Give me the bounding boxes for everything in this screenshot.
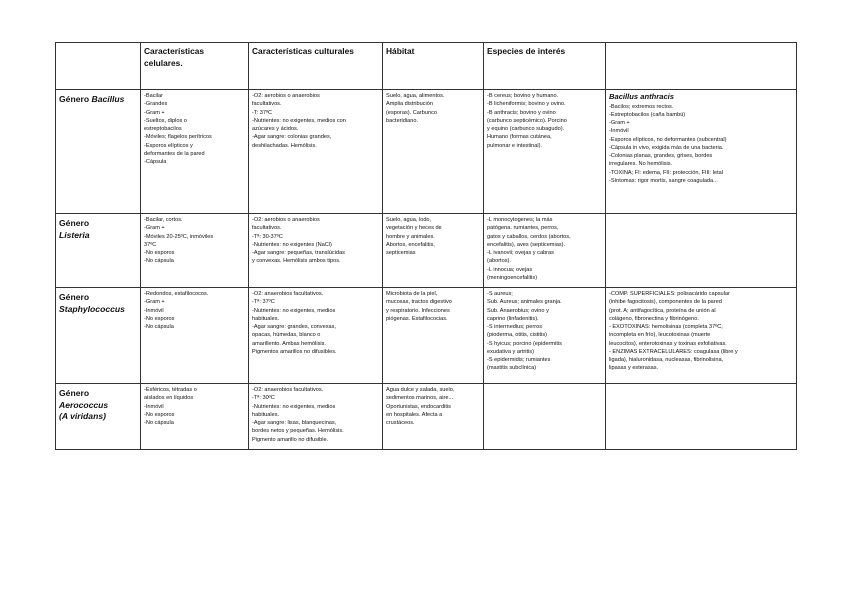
column-header: Características celulares.: [141, 43, 249, 90]
cell-line: opacas, húmedas, blanco o: [252, 332, 321, 339]
cell-line: -No cápsula: [144, 258, 174, 265]
cell-line: -Inmóvil: [144, 403, 164, 410]
cell-line: estreptobacilos: [144, 126, 182, 133]
table-cell: [249, 90, 383, 214]
cell-line: (esporas). Carbunco: [386, 109, 437, 116]
cell-line: Amplia distribución: [386, 101, 433, 108]
cell-line: facultativos.: [252, 225, 282, 232]
cell-line: -Móviles 20-25ºC, inmóviles: [144, 233, 214, 240]
cell-line: (carbunco septicémico). Porcino: [487, 117, 567, 124]
genus-name-part: Listeria: [59, 229, 90, 240]
cell-line: mucosas, tractos digestivo: [386, 299, 452, 306]
cell-line: -Grandes: [144, 101, 168, 108]
cell-line: -Bacilar, cortos.: [144, 217, 183, 223]
cell-line: -B licheniformis; bovino y ovino.: [487, 101, 566, 108]
comparison-table: [55, 42, 797, 450]
table-cell: [606, 214, 797, 288]
table-row: [56, 214, 797, 288]
cell-line: sedimentos marinos, aire...: [386, 395, 454, 402]
table-row: [56, 384, 797, 450]
table-cell: [606, 90, 797, 214]
table-cell: [141, 90, 249, 214]
cell-line: -O2: aerobios o anaerobios: [252, 217, 320, 223]
genus-name-part: Género: [59, 292, 90, 302]
cell-line: -COMP. SUPERFICIALES: polisacárido capsular: [609, 291, 730, 297]
cell-line: -Esféricos, tétradas o: [144, 387, 197, 393]
cell-line: -Tª: 30ºC: [252, 395, 275, 402]
cell-line: -Redondos, estafilococos.: [144, 291, 209, 297]
header-row: [56, 43, 797, 90]
cell-line: -Tª: 30-37ºC: [252, 233, 283, 240]
cell-line: -Cápsula: [144, 159, 167, 166]
genus-name-part: Aerococcus: [59, 399, 109, 410]
cell-line: -L innocua; ovejas: [487, 266, 533, 273]
cell-line: y convexas. Hemólisis ambos tipos.: [252, 258, 341, 265]
cell-line: -Inmóvil: [609, 128, 629, 135]
genus-name-part: (A viridans): [59, 411, 106, 422]
cell-line: -Agar sangre: pequeñas, translúcidas: [252, 250, 345, 257]
cell-line: - EXOTOXINAS: hemolisinas (completa 37ºC,: [609, 324, 723, 331]
cell-line: -No esporos: [144, 250, 175, 257]
cell-line: y equino (carbunco subagudo).: [487, 126, 565, 133]
cell-line: Pigmento amarillo no difusible.: [252, 436, 329, 443]
cell-line: -Nutrientes: no exigentes, medios: [252, 403, 336, 410]
cell-line: hombre y animales.: [386, 233, 435, 240]
cell-line: -T: 37ºC: [252, 109, 273, 116]
cell-line: -No esporos: [144, 411, 175, 418]
cell-line: -L monocytogenes; la más: [487, 217, 553, 223]
cell-line: (inhibe fagocitosis), componentes de la pared: [609, 299, 722, 306]
cell-line: bordes netos y pequeñas. Hemólisis.: [252, 428, 344, 435]
cell-line: Sub. Aureus; animales granja.: [487, 299, 562, 306]
genus-name-part: Género: [59, 218, 90, 228]
cell-line: Oportunistas, endocarditis: [386, 403, 451, 410]
cell-line: Abortos, encefalitis,: [386, 241, 435, 248]
cell-line: -No cápsula: [144, 324, 174, 331]
genus-name-part: Género: [59, 388, 90, 398]
cell-line: Pigmentos amarillos no difusibles.: [252, 348, 337, 355]
cell-line: pulmonar e intestinal).: [487, 142, 543, 149]
cell-line: Agua dulce y salada, suelo,: [386, 387, 455, 393]
cell-line: bacteridiano.: [386, 117, 419, 124]
cell-line: lipasas y esterasas.: [609, 365, 659, 372]
species-subtitle: Bacillus anthracis: [609, 92, 674, 101]
table-cell: [383, 90, 484, 214]
cell-line: azúcares y ácidos.: [252, 126, 299, 133]
cell-line: -Estreptobacilos (caña bambú): [609, 111, 686, 118]
table-cell: [484, 90, 606, 214]
table-cell: [249, 214, 383, 288]
cell-line: -TOXINA; FI: edema, FII: protección, FIII: letal: [609, 169, 723, 176]
cell-line: crustáceos.: [386, 420, 415, 427]
cell-line: -Sueltos, diplos o: [144, 117, 187, 124]
cell-line: (mastitis subclínica): [487, 365, 537, 372]
cell-line: deformantes de la pared: [144, 150, 205, 157]
cell-line: piógenas. Estafilococias.: [386, 315, 448, 322]
cell-line: -Colonias planas, grandes, grises, bordes: [609, 153, 713, 160]
cell-line: aislados en líquidos: [144, 395, 194, 402]
cell-line: -Gram +: [144, 299, 165, 306]
cell-line: -Gram +: [144, 225, 165, 232]
cell-line: caprino (linfadenitis).: [487, 315, 539, 322]
column-header: Características culturales: [249, 43, 383, 90]
cell-line: -S intermedius; perros: [487, 324, 543, 331]
table-cell: [606, 288, 797, 384]
column-header: Especies de interés: [484, 43, 606, 90]
table-cell: [606, 384, 797, 450]
cell-line: - ENZIMAS EXTRACELULARES: coagulasa (libre y: [609, 348, 738, 355]
cell-line: -Inmóvil: [144, 307, 164, 314]
table-cell: [141, 214, 249, 288]
genus-name: [56, 288, 141, 384]
cell-line: (pioderma, otitis, cistitis): [487, 332, 547, 339]
cell-line: -O2: anaerobios facultativos.: [252, 387, 324, 393]
cell-line: -L ivanovii; ovejas y cabras: [487, 250, 554, 257]
cell-line: -Esporos elípticos, no deformantes (subcentral): [609, 136, 727, 143]
cell-line: Microbiota de la piel,: [386, 291, 438, 297]
genus-name: [56, 90, 141, 214]
table-cell: [383, 384, 484, 450]
table-cell: [484, 384, 606, 450]
cell-line: -Bacilar: [144, 93, 163, 99]
genus-name-part: Staphylococcus: [59, 303, 125, 314]
table-cell: [383, 288, 484, 384]
cell-line: vegetación y heces de: [386, 225, 442, 232]
genus-name: [56, 384, 141, 450]
cell-line: Humano (formas cutánea,: [487, 134, 552, 141]
cell-line: -S aureus;: [487, 291, 513, 297]
cell-line: ligada), hialuronidasa, nucleasas, fibrinolisina,: [609, 357, 724, 364]
cell-line: y respiratorio. Infecciones: [386, 307, 450, 314]
cell-line: -O2: anaerobios facultativos.: [252, 291, 324, 297]
cell-line: -Gram +: [144, 109, 165, 116]
cell-line: Suelo, agua, lodo,: [386, 217, 432, 223]
cell-line: (meningoencefalitis): [487, 274, 538, 281]
genus-name-part: Género: [59, 94, 92, 104]
cell-line: -B cereus; bovino y humano.: [487, 93, 559, 99]
cell-line: -Síntomas: rigor mortis, sangre coagulada...: [609, 178, 718, 185]
cell-line: gatos y caballos, cerdos (abortos,: [487, 233, 571, 240]
cell-line: (abortos).: [487, 258, 511, 265]
table-cell: [249, 384, 383, 450]
cell-line: colágeno, fibronectina y fibrinógeno.: [609, 315, 699, 322]
cell-line: habituales.: [252, 411, 280, 418]
genus-name-part: Bacillus: [91, 94, 125, 104]
table-cell: [484, 288, 606, 384]
cell-line: Suelo, agua, alimentos.: [386, 93, 445, 99]
cell-line: Sub. Anaerobius; ovino y: [487, 307, 549, 314]
column-header: [56, 43, 141, 90]
column-header: Hábitat: [383, 43, 484, 90]
cell-line: incompleta en frío), leucotoxinas (muerte: [609, 332, 711, 339]
cell-line: (prot. A; antifagocítica, proteína de unión al: [609, 307, 716, 314]
cell-line: -Nutrientes: no exigentes, medios: [252, 307, 336, 314]
cell-line: leucocitos), enterotoxinas y toxinas exfoliativas.: [609, 340, 727, 347]
cell-line: -Cápsula in vivo, exigida más de una bacteria.: [609, 144, 724, 151]
cell-line: habituales.: [252, 315, 280, 322]
cell-line: amarillento. Ambas hemólisis.: [252, 340, 326, 347]
cell-line: en hospitales. Afecta a: [386, 411, 443, 418]
cell-line: facultativos.: [252, 101, 282, 108]
cell-line: irregulares. No hemólisis.: [609, 161, 673, 168]
cell-line: -Esporos elípticos y: [144, 142, 193, 149]
cell-line: -Móviles; flagelos perítricos: [144, 134, 212, 141]
cell-line: -Nutrientes: no exigentes, medios con: [252, 117, 346, 124]
table-cell: [141, 384, 249, 450]
cell-line: -Nutrientes: no exigentes (NaCl): [252, 241, 332, 248]
table-row: [56, 288, 797, 384]
cell-line: septicemias: [386, 250, 416, 257]
cell-line: -No esporos: [144, 315, 175, 322]
cell-line: -Gram +: [609, 120, 630, 127]
column-header: [606, 43, 797, 90]
cell-line: -Tª: 37ºC: [252, 299, 275, 306]
cell-line: -S hyicus; porcino (epidermitis: [487, 340, 562, 347]
cell-line: -Bacilos; extremos rectos.: [609, 103, 674, 110]
table-cell: [141, 288, 249, 384]
cell-line: -No cápsula: [144, 420, 174, 427]
table-cell: [383, 214, 484, 288]
table-body: [56, 43, 797, 450]
table-cell: [484, 214, 606, 288]
cell-line: -Agar sangre: lisas, blanquecinas,: [252, 420, 337, 427]
cell-line: -B anthracis; bovino y ovino: [487, 109, 556, 116]
cell-line: -O2: aerobios o anaerobios: [252, 93, 320, 99]
cell-line: -Agar sangre: grandes, convexas,: [252, 324, 336, 331]
cell-line: 37ºC: [144, 241, 157, 248]
cell-line: exudativa y artritis): [487, 348, 534, 355]
cell-line: patógena. rumiantes, perros,: [487, 225, 559, 232]
genus-name: [56, 214, 141, 288]
cell-line: -Agar sangre: colonias grandes,: [252, 134, 332, 141]
table-cell: [249, 288, 383, 384]
cell-line: -S epidermidis; rumiantes: [487, 357, 551, 364]
cell-line: encefalitis), aves (septicemias).: [487, 241, 566, 248]
table-row: [56, 90, 797, 214]
cell-line: deshilachadas. Hemólisis.: [252, 142, 317, 149]
